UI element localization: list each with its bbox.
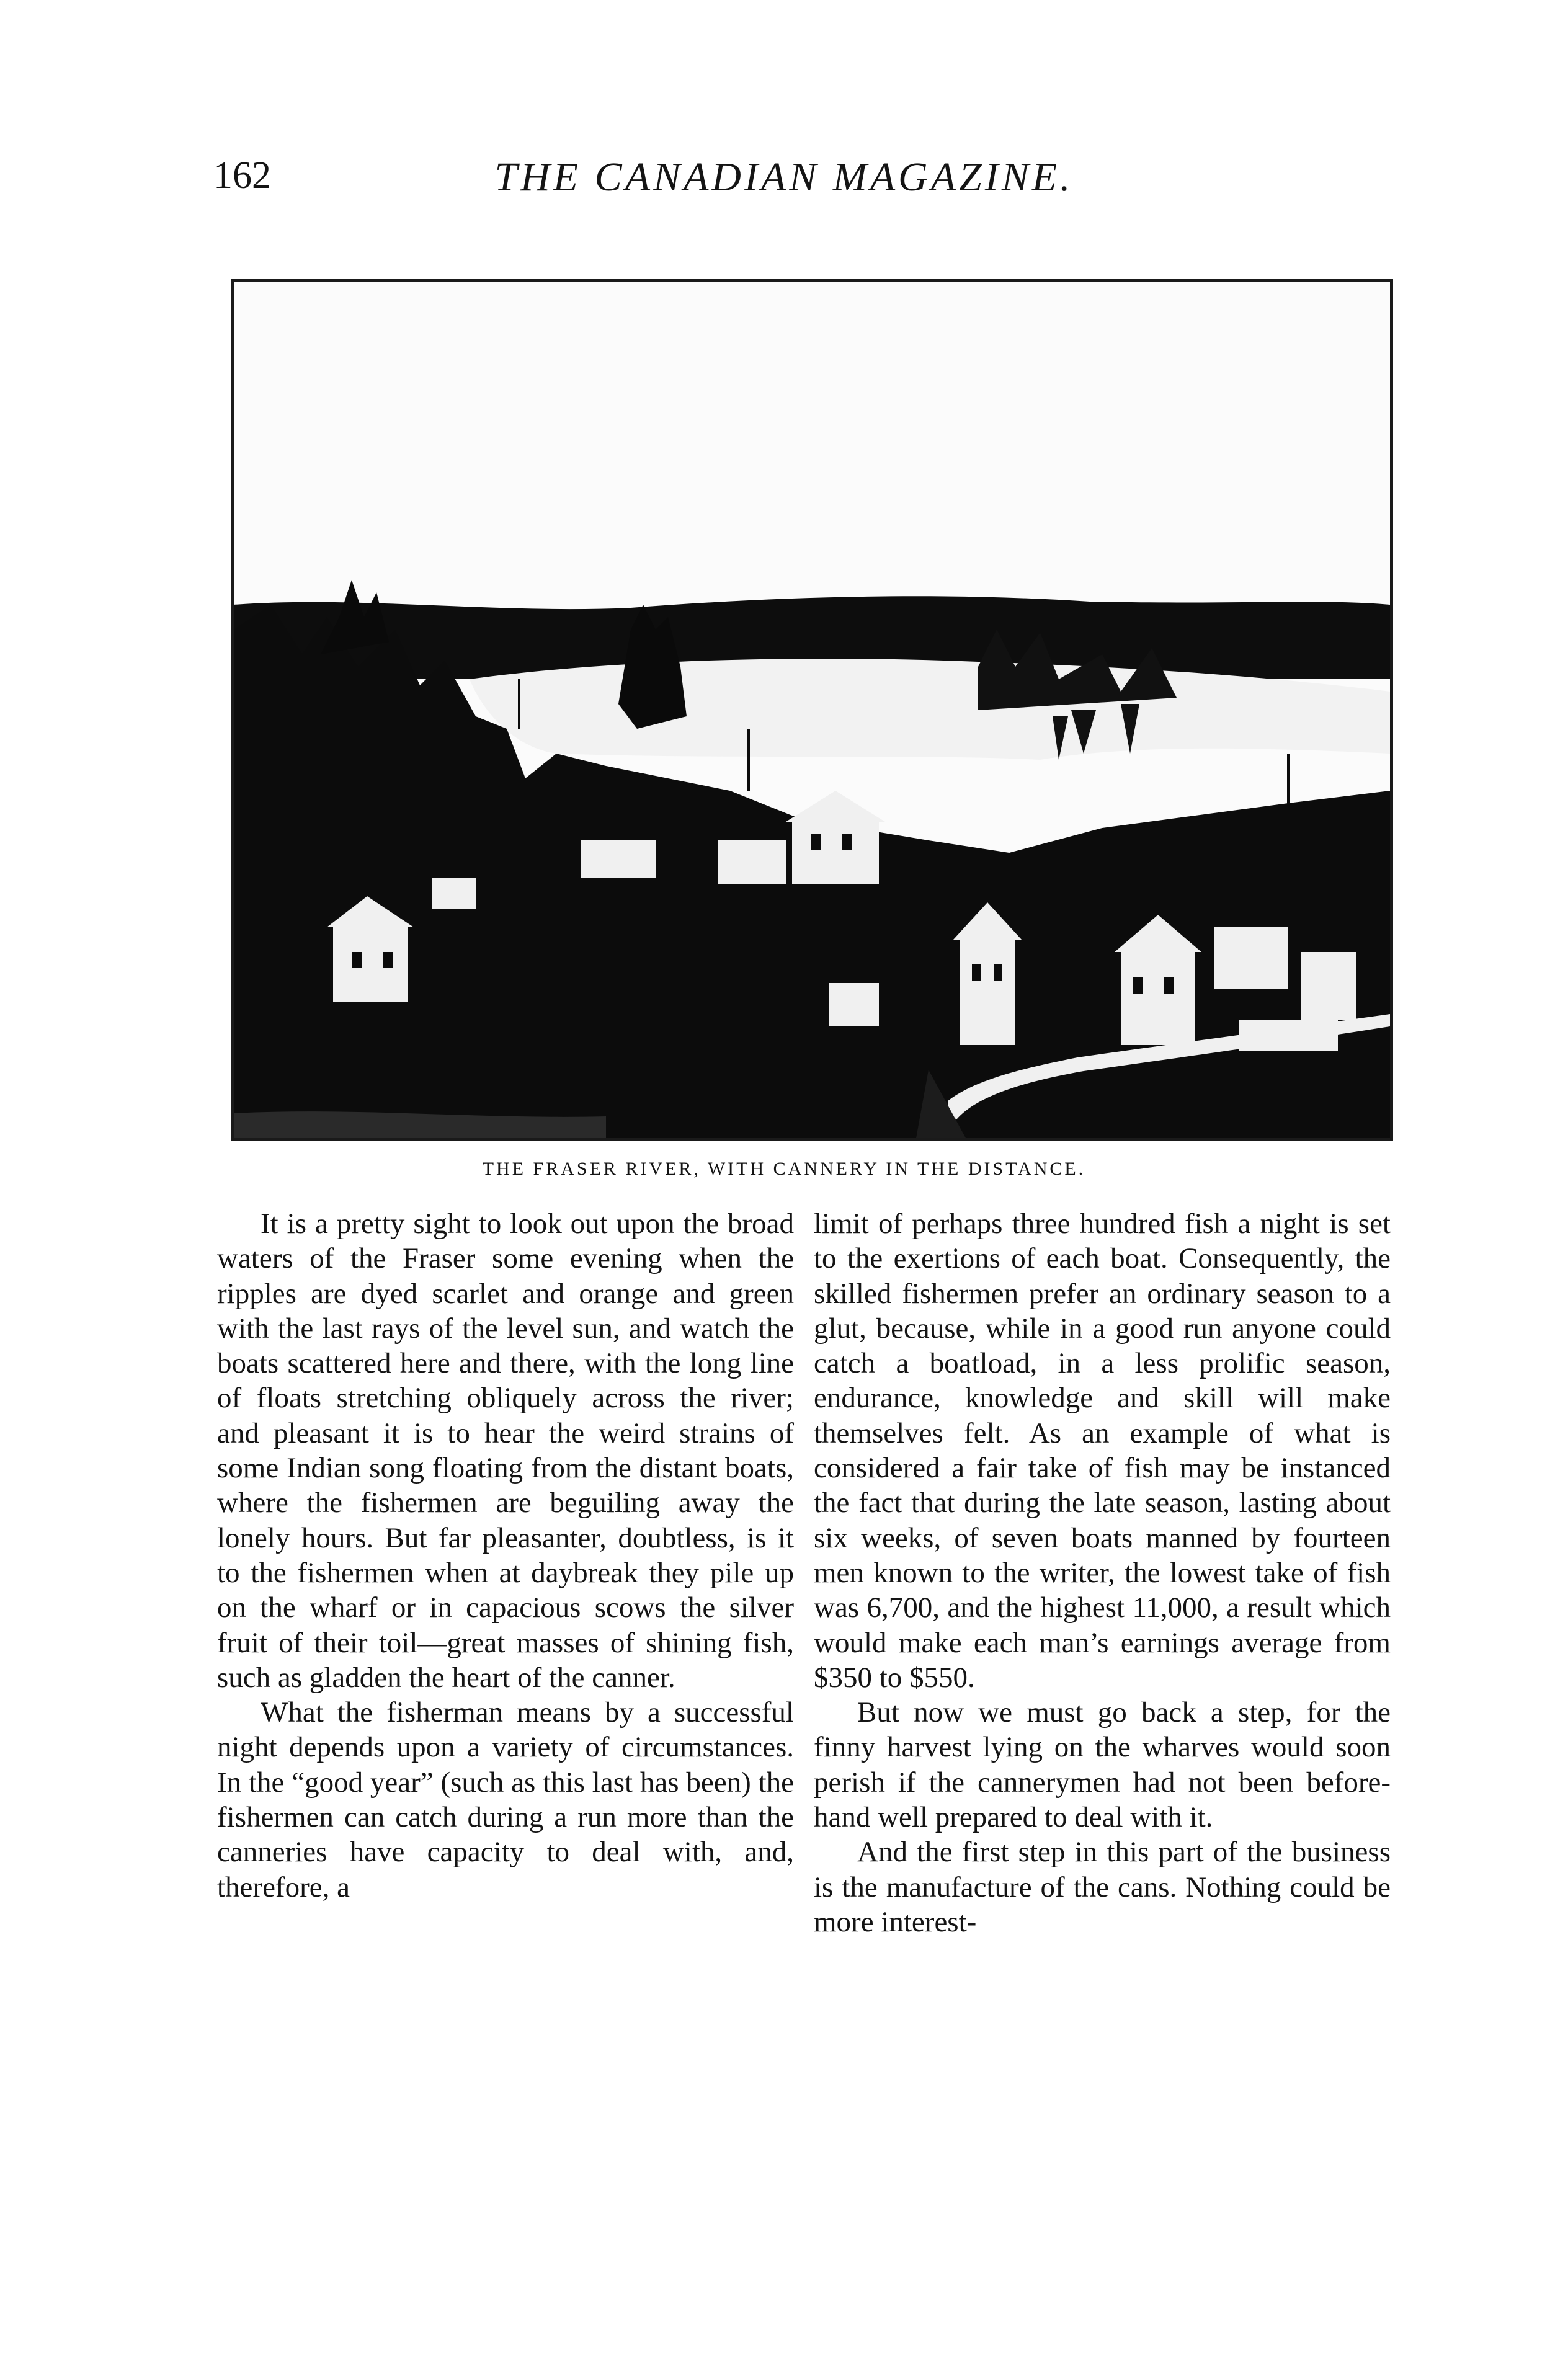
text-column-left	[217, 1206, 794, 1905]
text-column-right	[814, 1206, 1391, 1939]
river-landscape-photo-icon	[234, 282, 1390, 1138]
page-header	[0, 154, 1568, 222]
river-photo	[231, 279, 1393, 1141]
paragraph: limit of perhaps three hundred fish a night is set to the exertions of each boat. Consequently, the skilled fishermen prefer an ordinary season to a glut, because, while in a good run anyone could catch a boatload, in a less prolific season, endurance, knowledge and skill will make themselves felt. As an example of what is considered a fair take of fish may be instanced the fact that during the late season, lasting about six weeks, of seven boats manned by fourteen men known to the writer, the lowest take of fish was 6,700, and the highest 11,000, a result which would make each man’s earnings average from $350 to $550.	[814, 1208, 1391, 1694]
paragraph: But now we must go back a step, for the finny harvest lying on the wharves would soon perish if the cannerymen had not been before-hand well prepared to deal with it.	[814, 1696, 1391, 1834]
page-number: 162	[213, 154, 271, 197]
paragraph: And the first step in this part of the business is the manufacture of the cans. Nothing could be more interest-	[814, 1836, 1391, 1938]
running-head: THE CANADIAN MAGAZINE.	[494, 154, 1074, 200]
photo-caption: THE FRASER RIVER, WITH CANNERY IN THE DISTANCE.	[482, 1159, 1086, 1179]
paragraph: What the fisherman means by a successful night depends upon a variety of circumstances. In the “good year” (such as this last has been) the fishermen can catch during a run more than the canneries have capacity to deal with, and, therefore, a	[217, 1696, 794, 1903]
paragraph: It is a pretty sight to look out upon the broad waters of the Fraser some evening when the ripples are dyed scarlet and orange and green with the last rays of the level sun, and watch the boats scattered here and there, with the long line of floats stretching obliquely across the river; and pleasant it is to hear the weird strains of some Indian song floating from the distant boats, where the fishermen are beguiling away the lonely hours. But far pleasanter, doubtless, is it to the fishermen when at daybreak they pile up on the wharf or in capacious scows the silver fruit of their toil—great masses of shining fish, such as gladden the heart of the canner.	[217, 1208, 794, 1694]
